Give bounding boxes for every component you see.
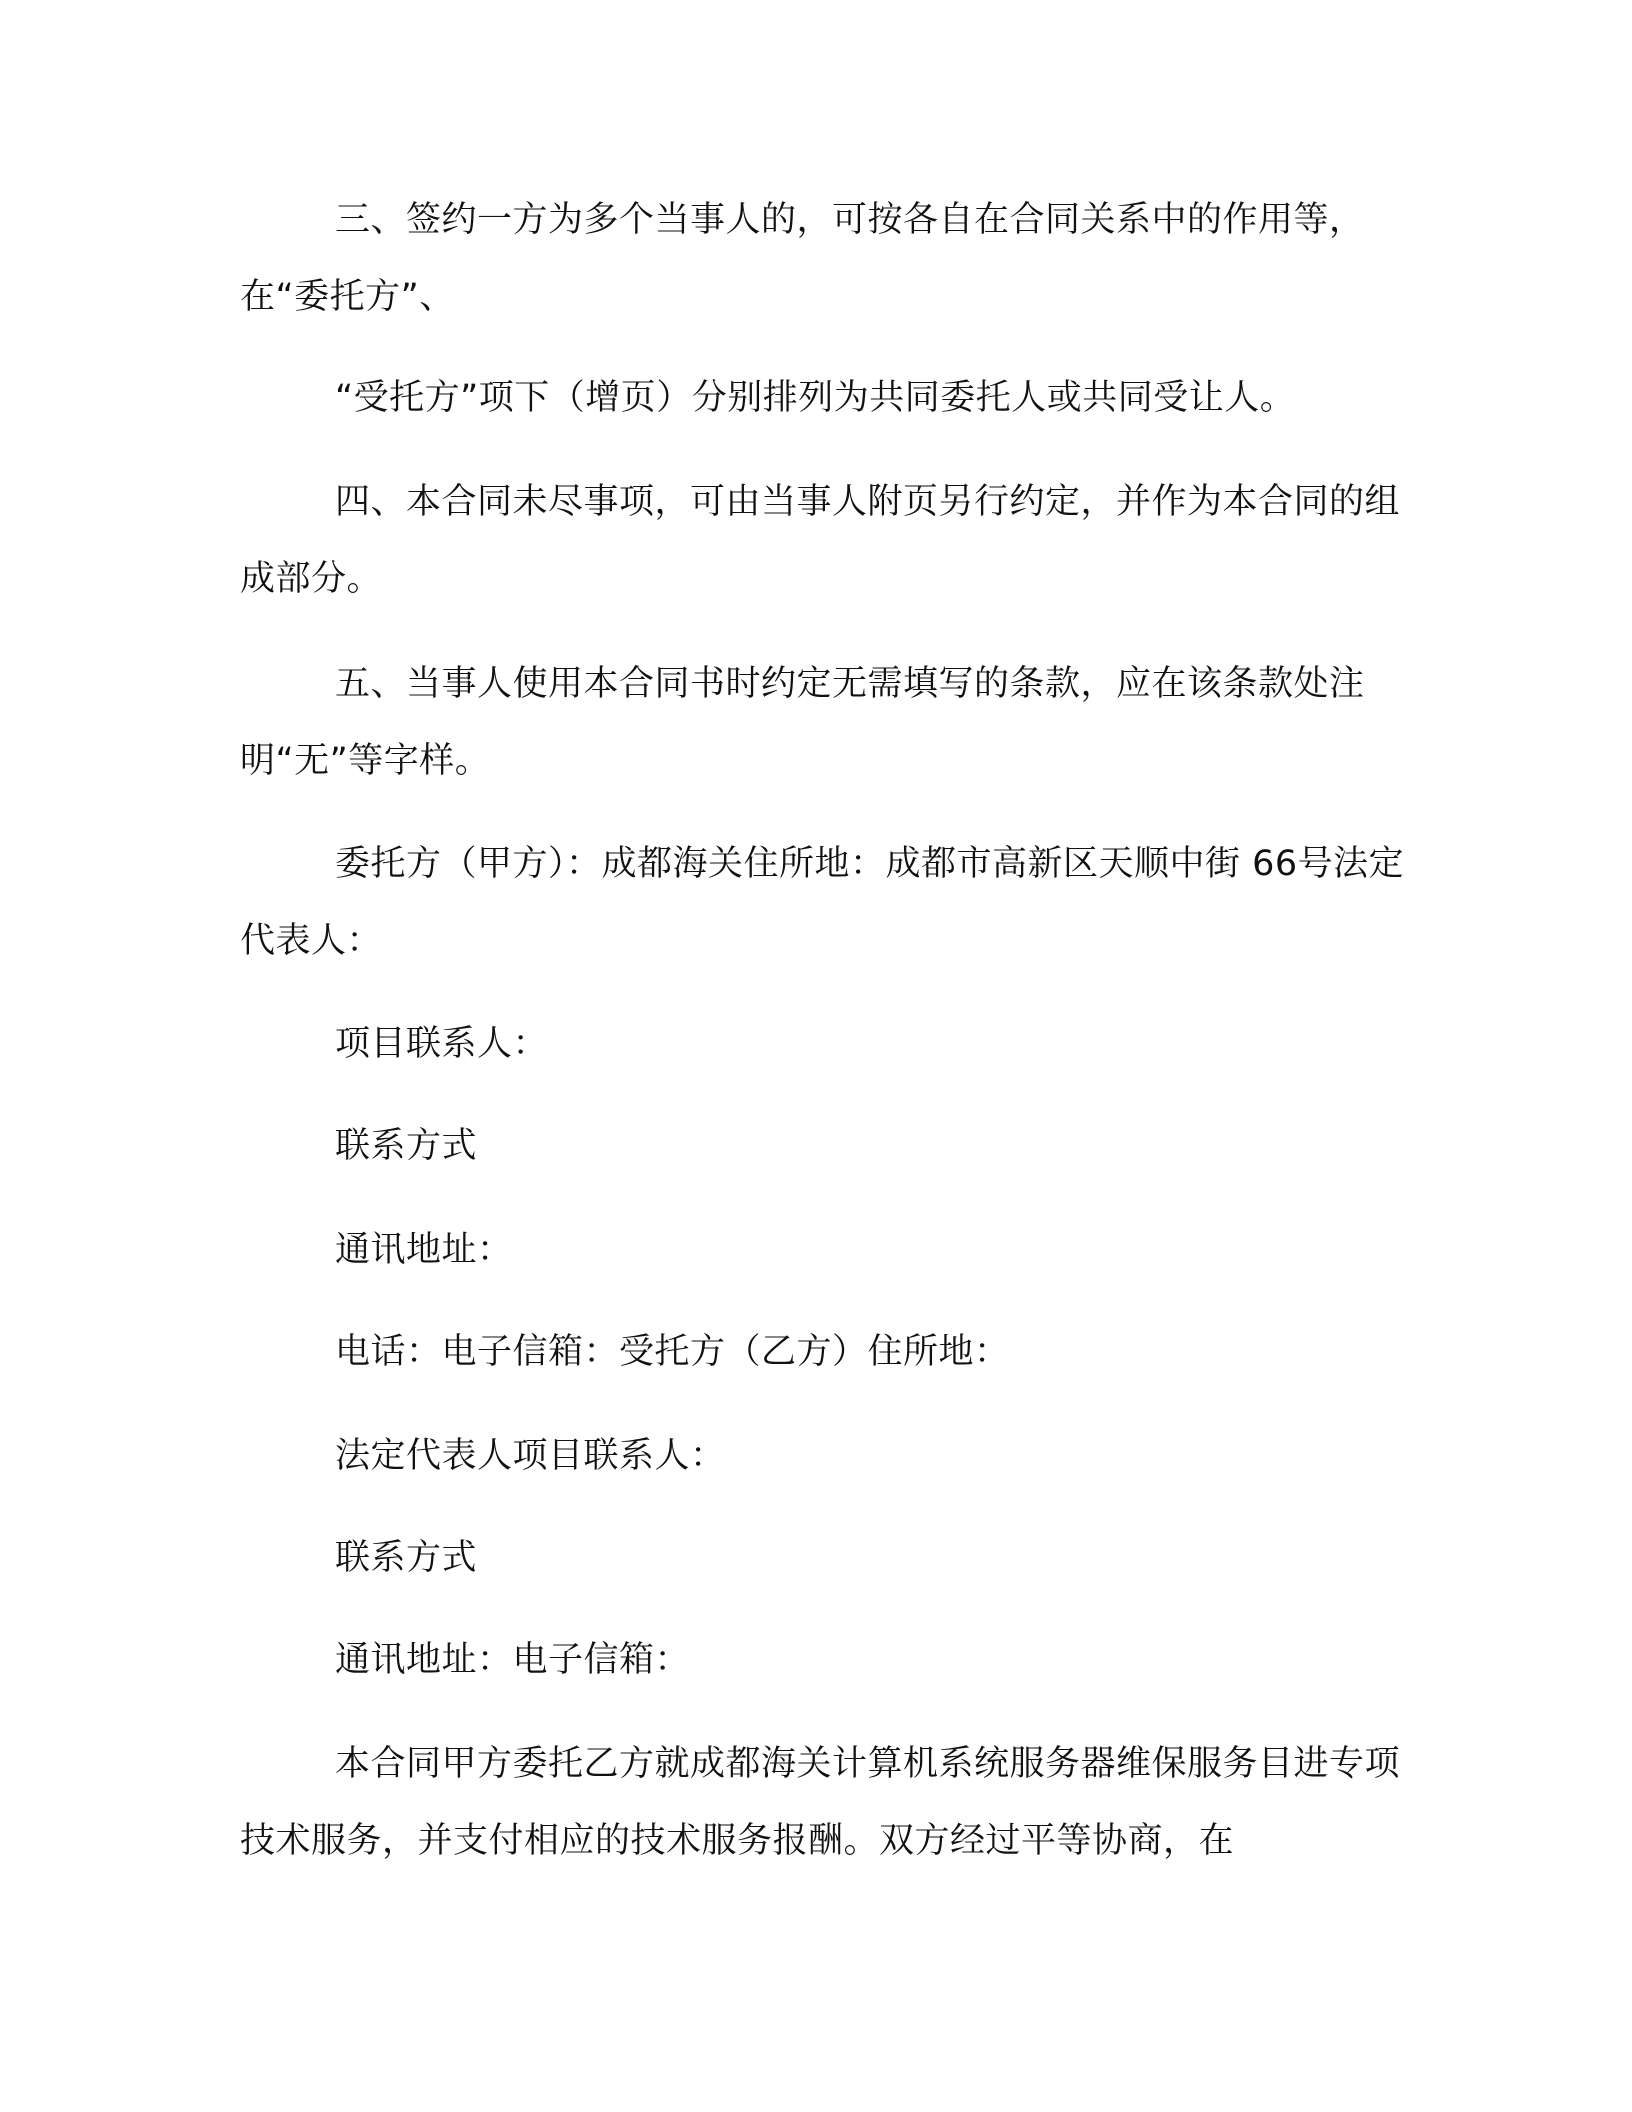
contractor-contact-method: 联系方式 (335, 1538, 478, 1578)
clause-four-paragraph: 四、本合同未尽事项，可由当事人附页另行约定，并作为本合同的组成部分。 (240, 482, 1401, 599)
contractor-address-email: 通讯地址：电子信箱： (335, 1640, 691, 1680)
client-contact-method: 联系方式 (335, 1126, 478, 1166)
client-mailing-address: 通讯地址： (335, 1230, 513, 1270)
clause-three-continuation: “受托方”项下（增页）分别排列为共同委托人或共同受让人。 (335, 378, 1296, 418)
clause-three-paragraph: 三、签约一方为多个当事人的，可按各自在合同关系中的作用等，在“委托方”、 (240, 200, 1365, 317)
client-project-contact: 项目联系人： (335, 1024, 549, 1064)
phone-email-contractor-address: 电话：电子信箱：受托方（乙方）住所地： (335, 1332, 1010, 1372)
contract-purpose-paragraph: 本合同甲方委托乙方就成都海关计算机系统服务器维保服务目进专项技术服务，并支付相应的技术服务报酬。双方经过平等协商，在 (240, 1744, 1401, 1861)
contractor-representative-contact: 法定代表人项目联系人： (335, 1436, 726, 1476)
clause-five-paragraph: 五、当事人使用本合同书时约定无需填写的条款，应在该条款处注明“无”等字样。 (240, 664, 1365, 781)
client-party-info: 委托方（甲方）：成都海关住所地：成都市高新区天顺中街 66号法定代表人： (240, 844, 1405, 961)
